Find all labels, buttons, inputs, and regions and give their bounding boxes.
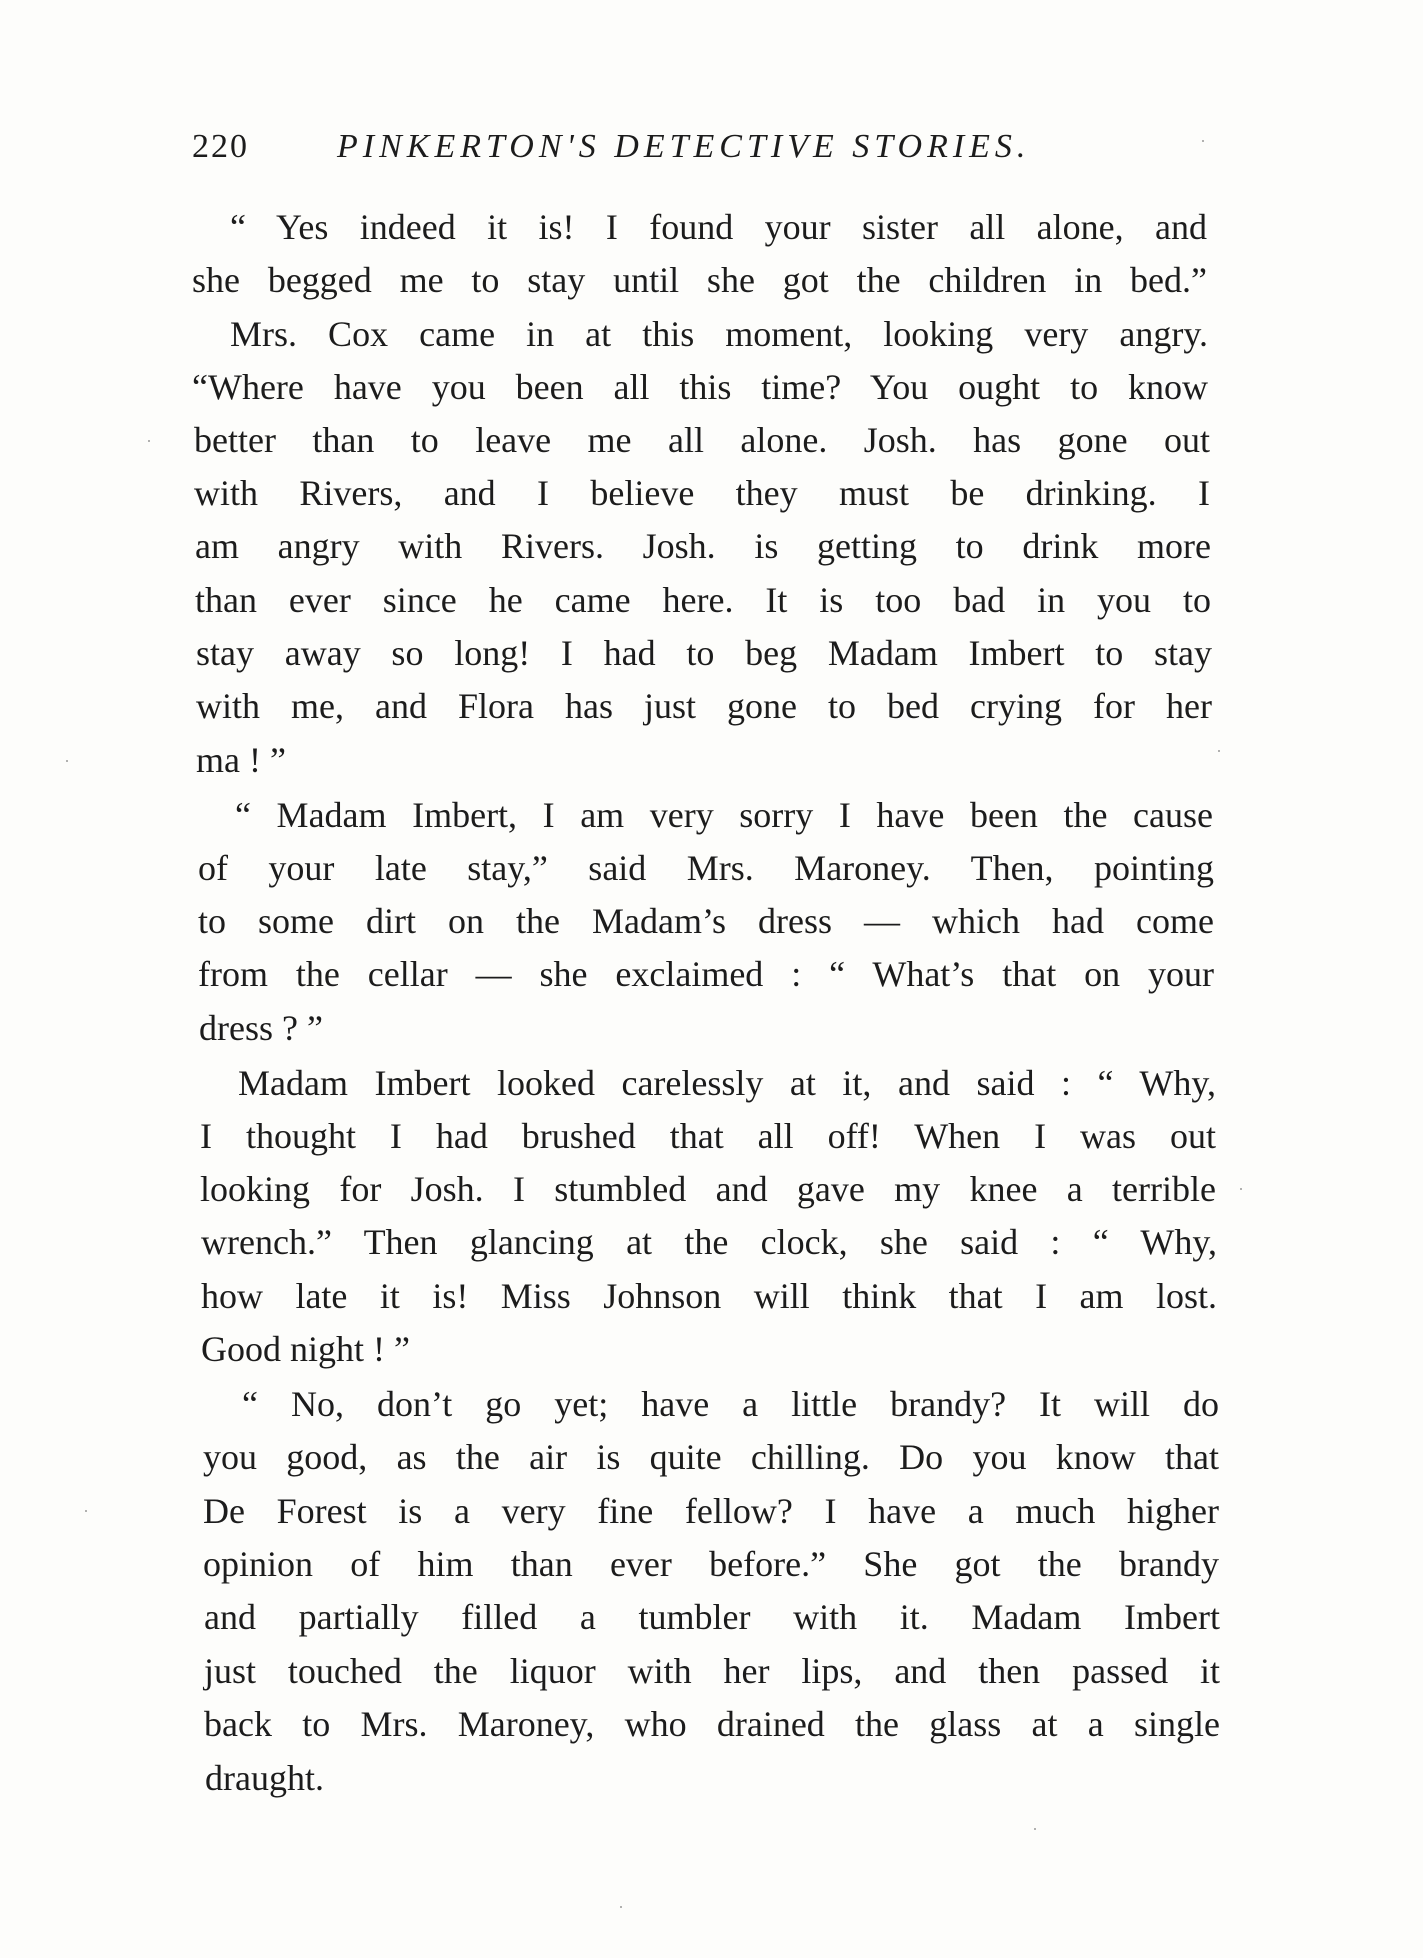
text-line: to some dirt on the Madam’s dress — which had come <box>198 901 1214 941</box>
text-line: “ No, don’t go yet; have a little brandy? It will do <box>242 1384 1219 1424</box>
running-title: PINKERTON'S DETECTIVE STORIES. <box>337 128 1031 165</box>
text-line: better than to leave me all alone. Josh. has gone out <box>194 420 1210 460</box>
paper-speck <box>1240 1188 1242 1190</box>
text-line: with me, and Flora has just gone to bed crying for her <box>196 686 1212 726</box>
paper-speck <box>1034 1828 1036 1830</box>
paper-speck <box>620 1906 622 1908</box>
text-line: looking for Josh. I stumbled and gave my knee a terrible <box>200 1169 1216 1209</box>
text-line: “Where have you been all this time? You ought to know <box>192 367 1208 407</box>
page-number: 220 <box>192 128 249 165</box>
paper-speck <box>148 440 150 442</box>
text-line: wrench.” Then glancing at the clock, she said : “ Why, <box>201 1222 1217 1262</box>
text-line: dress ? ” <box>199 1008 323 1048</box>
paper-speck <box>1202 140 1204 142</box>
text-line: opinion of him than ever before.” She got the brandy <box>203 1544 1219 1584</box>
text-line: back to Mrs. Maroney, who drained the glass at a single <box>204 1704 1220 1744</box>
text-line: Good night ! ” <box>201 1329 410 1369</box>
paper-speck <box>85 1510 87 1512</box>
text-line: Mrs. Cox came in at this moment, looking very angry. <box>230 314 1208 354</box>
text-line: just touched the liquor with her lips, and then passed it <box>204 1651 1220 1691</box>
text-line: than ever since he came here. It is too bad in you to <box>195 580 1211 620</box>
text-line: and partially filled a tumbler with it. Madam Imbert <box>204 1597 1220 1637</box>
text-line: ma ! ” <box>196 740 286 780</box>
text-line: she begged me to stay until she got the children in bed.” <box>192 260 1207 300</box>
text-line: draught. <box>205 1758 324 1798</box>
text-line: Madam Imbert looked carelessly at it, and said : “ Why, <box>238 1063 1216 1103</box>
text-line: stay away so long! I had to beg Madam Imbert to stay <box>196 633 1212 673</box>
text-line: from the cellar — she exclaimed : “ What’s that on your <box>198 954 1214 994</box>
running-header <box>192 128 1212 178</box>
text-line: of your late stay,” said Mrs. Maroney. Then, pointing <box>198 848 1214 888</box>
text-line: you good, as the air is quite chilling. Do you know that <box>203 1437 1219 1477</box>
text-line: am angry with Rivers. Josh. is getting to drink more <box>195 526 1211 566</box>
text-line: how late it is! Miss Johnson will think that I am lost. <box>201 1276 1217 1316</box>
text-line: “ Yes indeed it is! I found your sister all alone, and <box>230 207 1207 247</box>
text-line: I thought I had brushed that all off! When I was out <box>200 1116 1216 1156</box>
text-line: De Forest is a very fine fellow? I have a much higher <box>203 1491 1219 1531</box>
text-line: with Rivers, and I believe they must be drinking. I <box>194 473 1210 513</box>
paper-speck <box>1218 750 1220 752</box>
paper-speck <box>66 760 68 762</box>
text-line: “ Madam Imbert, I am very sorry I have been the cause <box>235 795 1213 835</box>
